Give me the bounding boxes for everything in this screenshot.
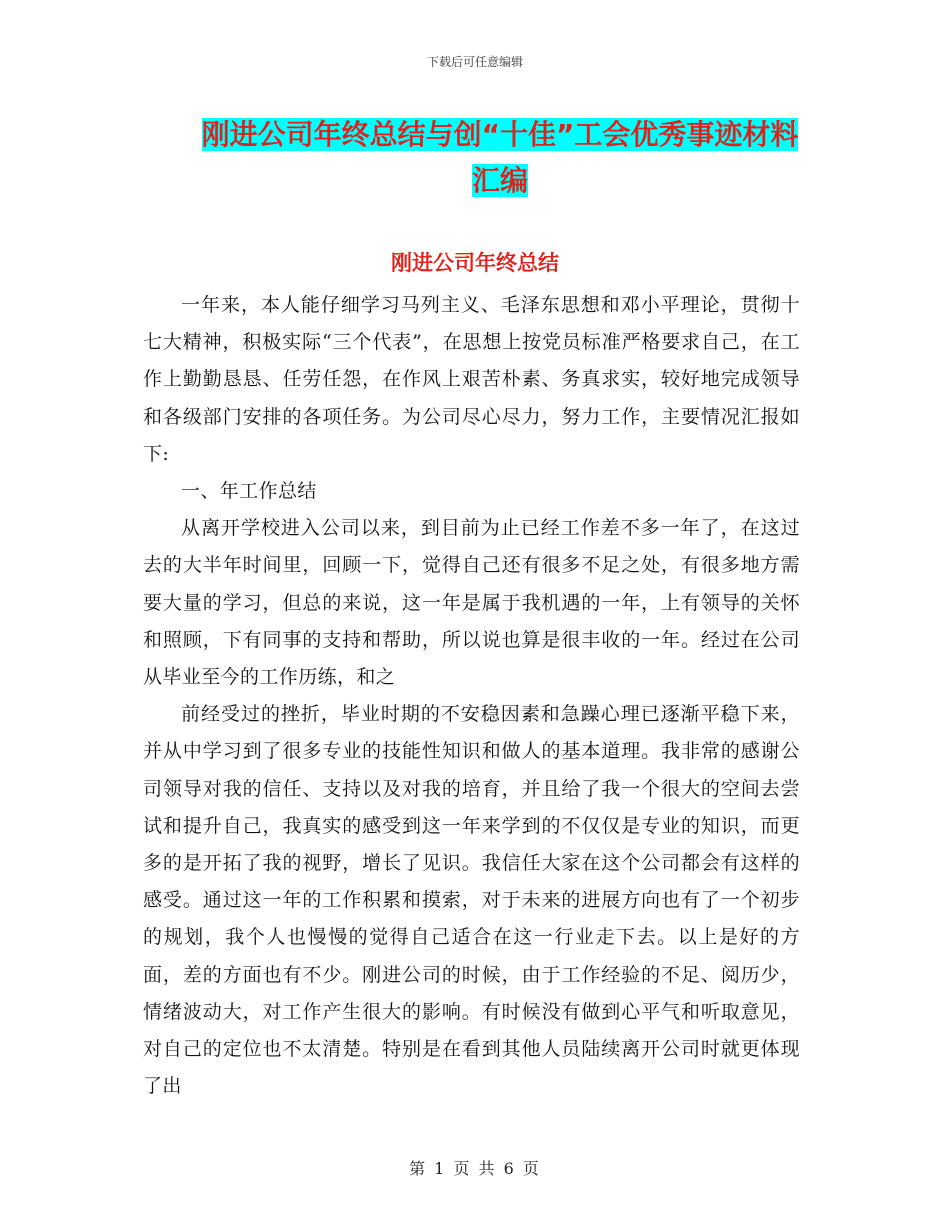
paragraph-summary: 从离开学校进入公司以来，到目前为止已经工作差不多一年了，在这过去的大半年时间里，回顾一下，觉得自己还有很多不足之处，有很多地方需要大量的学习，但总的来说，这一年是属于我机遇的一年，上有领导的关怀和照顾，下有同事的支持和帮助，所以说也算是很丰收的一年。经过在公司从毕业至今的工作历练，和之 (143, 517, 800, 689)
document-title-highlight: 刚进公司年终总结与创“十佳”工会优秀事迹材料汇编 (201, 118, 799, 197)
paragraph-continuation: 前经受过的挫折，毕业时期的不安稳因素和急躁心理已逐渐平稳下来，并从中学习到了很多专业的技能性知识和做人的基本道理。我非常的感谢公司领导对我的信任、支持以及对我的培育，并且给了我一个很大的空间去尝试和提升自己，我真实的感受到这一年来学到的不仅仅是专业的知识，而更多的是开拓了我的视野，增长了见识。我信任大家在这个公司都会有这样的感受。通过这一年的工作积累和摸索，对于未来的进展方向也有了一个初步的规划，我个人也慢慢的觉得自己适合在这一行业走下去。以上是好的方面，差的方面也有不少。刚进公司的时候，由于工作经验的不足、阅历少，情绪波动大，对工作产生很大的影响。有时候没有做到心平气和听取意见，对自己的定位也不太清楚。特别是在看到其他人员陆续离开公司时就更体现了出 (143, 703, 800, 1098)
page-number: 第 1 页 共 6 页 (409, 1159, 541, 1178)
header-note: 下载后可任意编辑 (426, 55, 523, 69)
paragraph-intro: 一年来，本人能仔细学习马列主义、毛泽东思想和邓小平理论，贯彻十七大精神，积极实际“三个代表”，在思想上按党员标准严格要求自己，在工作上勤勤恳恳、任劳任怨，在作风上艰苦朴素、务真求实，较好地完成领导和各级部门安排的各项任务。为公司尽心尽力，努力工作，主要情况汇报如下: (143, 294, 800, 465)
document-title (190, 112, 810, 204)
section-title: 刚进公司年终总结 (391, 251, 559, 275)
paragraph-heading: 一、年工作总结 (181, 480, 317, 503)
document-body (143, 287, 800, 1105)
